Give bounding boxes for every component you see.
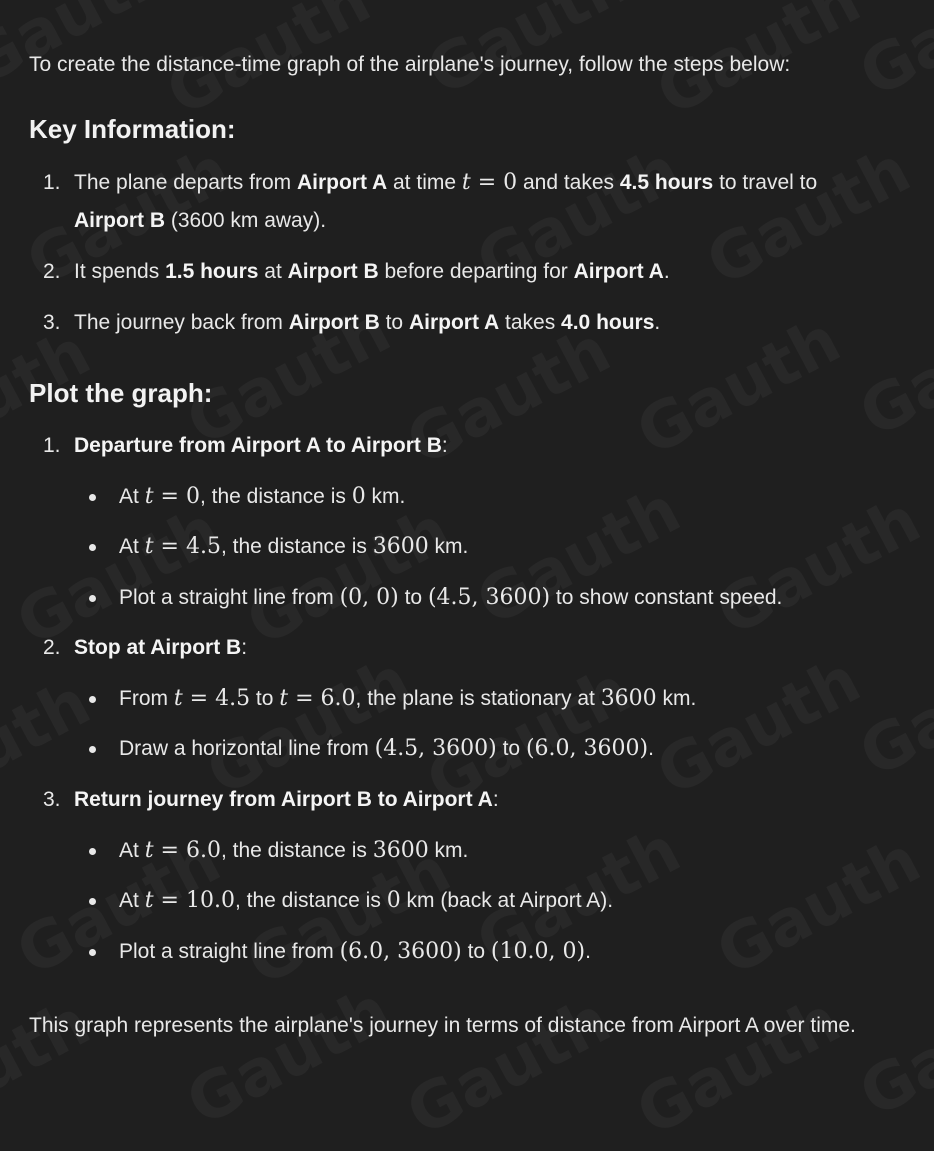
step-number: 1. xyxy=(43,434,61,457)
step-number: 2. xyxy=(43,636,61,659)
key-info-item xyxy=(43,304,883,342)
bullet-text: At t = 4.5, the distance is 3600 km. xyxy=(119,534,469,559)
item-number: 2. xyxy=(43,260,61,283)
bullet-text: At t = 10.0, the distance is 0 km (back at Airport A). xyxy=(119,888,614,913)
bullet-text: At t = 6.0, the distance is 3600 km. xyxy=(119,838,469,863)
list-item xyxy=(89,838,468,864)
watermark xyxy=(705,483,932,650)
step-title: Stop at Airport B: xyxy=(74,636,248,659)
watermark xyxy=(0,0,182,101)
bullet-text: At t = 0, the distance is 0 km. xyxy=(119,484,406,509)
step-title: Return journey from Airport B to Airport A: xyxy=(74,788,499,811)
bullet-dot xyxy=(89,848,96,855)
watermark xyxy=(0,666,102,788)
item-text: It spends 1.5 hours at Airport B before departing for Airport A. xyxy=(74,260,670,283)
item-text: The plane departs from Airport A at time t = 0 and takes 4.5 hours to travel to Airport B (3600 km away). xyxy=(74,170,818,232)
item-number: 3. xyxy=(43,311,61,334)
bullet-dot xyxy=(89,494,96,501)
plot-graph-heading: Plot the graph: xyxy=(29,378,213,408)
intro-text: To create the distance-time graph of the airplane's journey, follow the steps below: xyxy=(29,53,791,76)
bullet-text: Plot a straight line from (0, 0) to (4.5, 3600) to show constant speed. xyxy=(119,585,783,610)
watermark xyxy=(175,973,402,1140)
step-title: Departure from Airport A to Airport B: xyxy=(74,434,448,457)
watermark xyxy=(465,473,692,640)
key-information-heading: Key Information: xyxy=(29,114,236,144)
list-item xyxy=(89,736,654,762)
list-item xyxy=(89,484,405,510)
conclusion-text: This graph represents the airplane's journey in terms of distance from Airport A over time. xyxy=(29,1014,856,1037)
bullet-dot xyxy=(89,696,96,703)
list-item xyxy=(89,939,591,965)
list-item xyxy=(89,686,696,712)
plot-step xyxy=(43,427,883,465)
watermark xyxy=(705,823,932,990)
watermark xyxy=(0,986,102,1108)
watermark xyxy=(848,682,934,792)
bullet-dot xyxy=(89,595,96,602)
bullet-dot xyxy=(89,898,96,905)
plot-step xyxy=(43,781,883,819)
list-item xyxy=(89,585,782,611)
bullet-text: Plot a straight line from (6.0, 3600) to (10.0, 0). xyxy=(119,939,591,964)
item-text: The journey back from Airport B to Airport A takes 4.0 hours. xyxy=(74,311,661,334)
key-info-item xyxy=(43,164,883,240)
watermark xyxy=(848,2,934,112)
bullet-text: Draw a horizontal line from (4.5, 3600) to (6.0, 3600). xyxy=(119,736,654,761)
key-info-item xyxy=(43,253,883,291)
bullet-dot xyxy=(89,746,96,753)
item-number: 1. xyxy=(43,171,61,194)
plot-step xyxy=(43,629,883,667)
bullet-dot xyxy=(89,949,96,956)
step-number: 3. xyxy=(43,788,61,811)
list-item xyxy=(89,888,613,914)
bullet-text: From t = 4.5 to t = 6.0, the plane is stationary at 3600 km. xyxy=(119,686,697,711)
list-item xyxy=(89,534,468,560)
bullet-dot xyxy=(89,544,96,551)
